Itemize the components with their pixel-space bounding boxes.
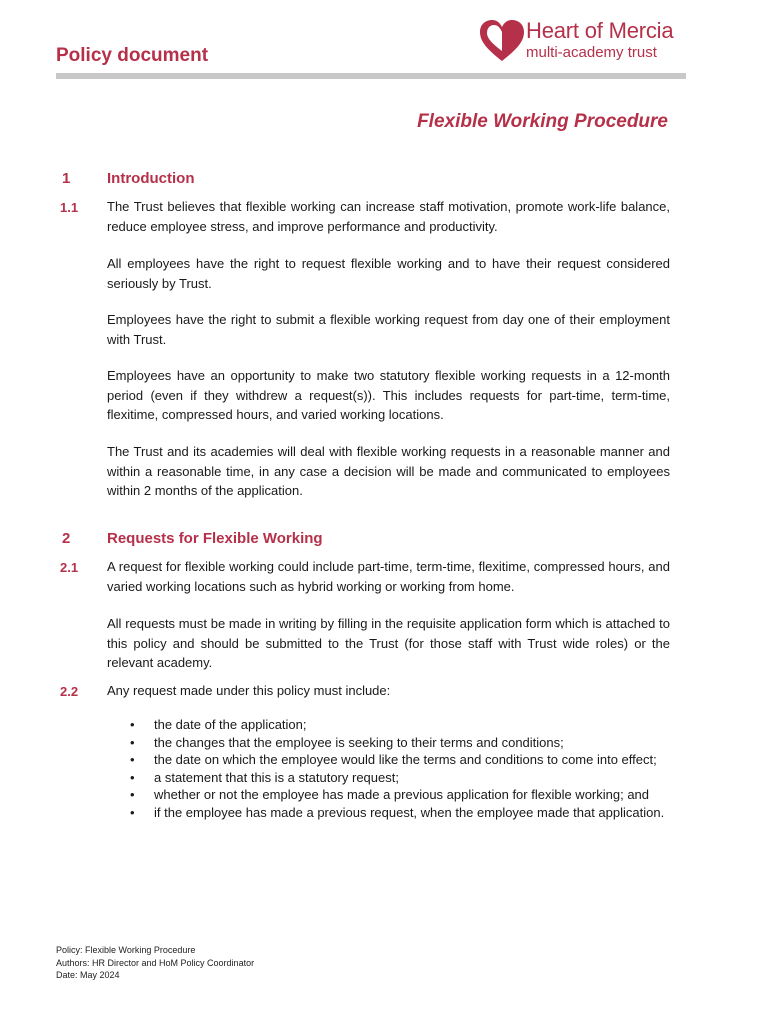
bullet-icon: •: [130, 734, 135, 750]
header-divider: [56, 73, 686, 79]
paragraph: Employees have the right to submit a flexible working request from day one of their employment with Trust.: [107, 312, 670, 347]
list-item-text: the changes that the employee is seeking to their terms and conditions;: [154, 734, 564, 750]
list-item: [130, 734, 670, 752]
bullet-icon: •: [130, 752, 135, 767]
bullet-icon: •: [130, 787, 135, 802]
list-item: [130, 751, 670, 769]
bullet-icon: •: [130, 717, 135, 732]
section-number: 1: [62, 170, 71, 187]
subsection-number: 2.1: [60, 560, 79, 575]
paragraph: All requests must be made in writing by filling in the requisite application form which is attached to this policy and should be submitted to the Trust (for those staff with Trust wide roles) or the relevant academy.: [107, 616, 670, 670]
list-item-text: a statement that this is a statutory request;: [154, 769, 399, 785]
subsection-number: 1.1: [60, 200, 79, 215]
page-footer: [56, 944, 254, 982]
section-title: Introduction: [107, 170, 195, 187]
bullet-icon: •: [130, 804, 135, 820]
section-number: 2: [62, 530, 71, 547]
heart-logo-icon: [478, 18, 526, 64]
list-item-text: the date on which the employee would like the terms and conditions to come into effect;: [154, 752, 657, 767]
bullet-icon: •: [130, 769, 135, 785]
paragraph: Employees have an opportunity to make two statutory flexible working requests in a 12-month period (even if they withdrew a request(s)). This includes requests for part-time, term-time, flexitime, compressed hours, and varied working locations.: [107, 368, 670, 422]
requirements-list: [130, 716, 670, 821]
paragraph: Any request made under this policy must include:: [107, 683, 391, 698]
paragraph: A request for flexible working could include part-time, term-time, flexitime, compressed hours, and varied working locations such as hybrid working or working from home.: [107, 559, 670, 594]
list-item-text: the date of the application;: [154, 717, 307, 732]
trust-logo: [478, 18, 690, 68]
section-title: Requests for Flexible Working: [107, 530, 323, 547]
footer-policy: Policy: Flexible Working Procedure: [56, 945, 196, 955]
subsection-number: 2.2: [60, 684, 79, 699]
paragraph: The Trust and its academies will deal with flexible working requests in a reasonable manner and within a reasonable time, in any case a decision will be made and communicated to employees within 2 months of the application.: [107, 444, 670, 498]
footer-authors: Authors: HR Director and HoM Policy Coordinator: [56, 957, 255, 968]
list-item: [130, 769, 670, 787]
logo-name: Heart of Mercia: [526, 18, 674, 43]
list-item-text: whether or not the employee has made a previous application for flexible working; and: [154, 787, 650, 802]
doc-type-label: Policy document: [56, 45, 209, 66]
list-item: [130, 786, 670, 804]
logo-subtitle: multi-academy trust: [526, 44, 657, 61]
document-title: Flexible Working Procedure: [417, 111, 668, 132]
footer-date: Date: May 2024: [56, 970, 120, 980]
list-item: [130, 716, 670, 734]
paragraph: The Trust believes that flexible working can increase staff motivation, promote work-life balance, reduce employee stress, and improve performance and productivity.: [107, 199, 670, 234]
list-item: [130, 804, 670, 822]
list-item-text: if the employee has made a previous request, when the employee made that application.: [154, 804, 665, 820]
paragraph: All employees have the right to request flexible working and to have their request considered seriously by Trust.: [107, 256, 670, 291]
